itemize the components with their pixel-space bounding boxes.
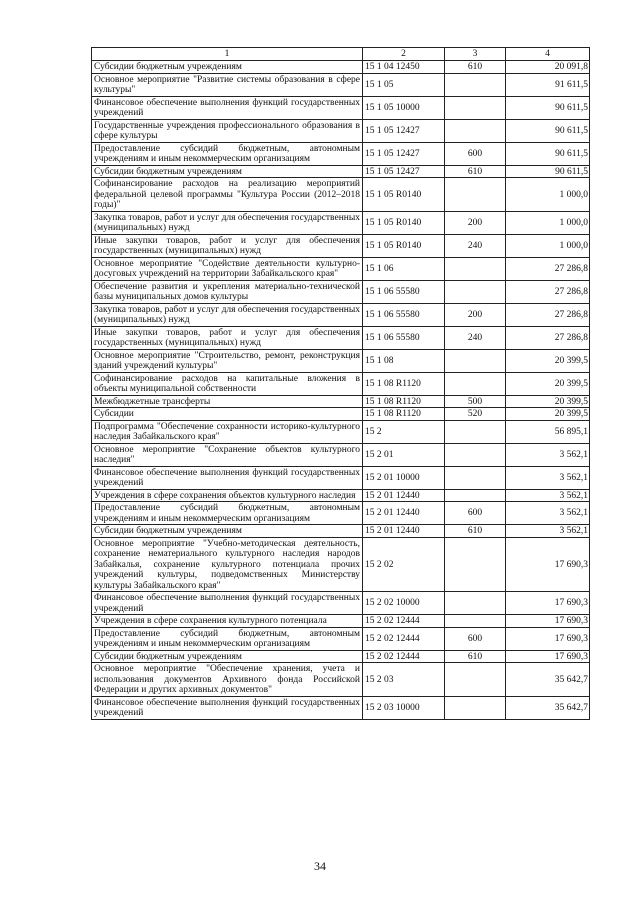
row-sum-cell: 3 562,1: [506, 489, 590, 502]
row-name-cell: Закупка товаров, работ и услуг для обеспечения государственных (муниципальных) нужд: [92, 211, 363, 234]
table-row: [92, 326, 590, 349]
row-name-cell: Предоставление субсидий бюджетным, автономным учреждениям и иным некоммерческим организациям: [92, 502, 363, 525]
row-name-cell: Подпрограмма "Обеспечение сохранности историко-культурного наследия Забайкальского края": [92, 420, 363, 443]
table-row: [92, 349, 590, 372]
row-sum-cell: 1 000,0: [506, 234, 590, 257]
row-sum-cell: 27 286,8: [506, 280, 590, 303]
row-sum-cell: 27 286,8: [506, 303, 590, 326]
table-row: [92, 234, 590, 257]
table-row: [92, 408, 590, 421]
table-row: [92, 211, 590, 234]
row-name-cell: Финансовое обеспечение выполнения функций государственных учреждений: [92, 592, 363, 615]
row-name-cell: Субсидии бюджетным учреждениям: [92, 525, 363, 538]
row-name-cell: Субсидии бюджетным учреждениям: [92, 650, 363, 663]
row-sum-cell: 90 611,5: [506, 142, 590, 165]
row-sum-cell: 3 562,1: [506, 443, 590, 466]
row-sum-cell: 27 286,8: [506, 326, 590, 349]
row-code-cell: 15 2 03 10000: [363, 696, 445, 719]
table-row: [92, 142, 590, 165]
row-name-cell: Иные закупки товаров, работ и услуг для обеспечения государственных (муниципальных) нужд: [92, 326, 363, 349]
row-expense-type-cell: [445, 663, 506, 697]
row-sum-cell: 3 562,1: [506, 525, 590, 538]
row-sum-cell: 90 611,5: [506, 96, 590, 119]
row-sum-cell: 91 611,5: [506, 73, 590, 96]
row-expense-type-cell: [445, 73, 506, 96]
row-code-cell: 15 2 02 10000: [363, 592, 445, 615]
table-row: [92, 696, 590, 719]
row-name-cell: Субсидии: [92, 408, 363, 421]
row-code-cell: 15 1 05 R0140: [363, 234, 445, 257]
row-code-cell: 15 1 04 12450: [363, 61, 445, 74]
table-row: [92, 372, 590, 395]
row-code-cell: 15 2 01: [363, 443, 445, 466]
row-sum-cell: 90 611,5: [506, 165, 590, 178]
row-name-cell: Предоставление субсидий бюджетным, автономным учреждениям и иным некоммерческим организациям: [92, 627, 363, 650]
row-expense-type-cell: [445, 696, 506, 719]
row-expense-type-cell: [445, 178, 506, 212]
row-code-cell: 15 1 08 R1120: [363, 408, 445, 421]
row-name-cell: Иные закупки товаров, работ и услуг для обеспечения государственных (муниципальных) нужд: [92, 234, 363, 257]
row-expense-type-cell: 610: [445, 525, 506, 538]
row-code-cell: 15 1 06 55580: [363, 303, 445, 326]
row-code-cell: 15 1 08: [363, 349, 445, 372]
row-expense-type-cell: [445, 420, 506, 443]
row-name-cell: Субсидии бюджетным учреждениям: [92, 165, 363, 178]
row-expense-type-cell: 520: [445, 408, 506, 421]
row-name-cell: Основное мероприятие "Содействие деятельности культурно-досуговых учреждений на территории Забайкальского края": [92, 257, 363, 280]
row-expense-type-cell: [445, 537, 506, 592]
table-row: [92, 178, 590, 212]
row-code-cell: 15 1 05 12427: [363, 165, 445, 178]
row-code-cell: 15 2 02 12444: [363, 650, 445, 663]
table-row: [92, 650, 590, 663]
table-row: [92, 502, 590, 525]
row-expense-type-cell: 610: [445, 650, 506, 663]
row-expense-type-cell: 610: [445, 165, 506, 178]
row-name-cell: Предоставление субсидий бюджетным, автономным учреждениям и иным некоммерческим организациям: [92, 142, 363, 165]
row-name-cell: Закупка товаров, работ и услуг для обеспечения государственных (муниципальных) нужд: [92, 303, 363, 326]
row-code-cell: 15 1 05 12427: [363, 119, 445, 142]
row-expense-type-cell: [445, 280, 506, 303]
row-code-cell: 15 2 02 12444: [363, 627, 445, 650]
row-name-cell: Основное мероприятие "Учебно-методическая деятельность, сохранение нематериального культурного наследия народов Забайкалья, сохранение культурного потенциала прочих учреждений культуры, подведомственных Министерству культуры Забайкальского края": [92, 537, 363, 592]
row-code-cell: 15 1 05 10000: [363, 96, 445, 119]
table-row: [92, 420, 590, 443]
row-sum-cell: 1 000,0: [506, 178, 590, 212]
page-number: 34: [314, 859, 326, 873]
table-row: [92, 525, 590, 538]
table-row: [92, 627, 590, 650]
row-expense-type-cell: 600: [445, 627, 506, 650]
row-name-cell: Учреждения в сфере сохранения культурного потенциала: [92, 615, 363, 628]
table-row: [92, 96, 590, 119]
row-code-cell: 15 1 08 R1120: [363, 372, 445, 395]
table-row: [92, 443, 590, 466]
row-code-cell: 15 2 03: [363, 663, 445, 697]
row-name-cell: Финансовое обеспечение выполнения функций государственных учреждений: [92, 96, 363, 119]
table-row: [92, 61, 590, 74]
row-expense-type-cell: [445, 466, 506, 489]
row-code-cell: 15 1 06 55580: [363, 280, 445, 303]
row-expense-type-cell: [445, 615, 506, 628]
row-code-cell: 15 2: [363, 420, 445, 443]
row-name-cell: Основное мероприятие "Строительство, ремонт, реконструкция зданий учреждений культуры": [92, 349, 363, 372]
table-row: [92, 537, 590, 592]
header-cell-code: 2: [363, 48, 445, 61]
row-code-cell: 15 2 02: [363, 537, 445, 592]
row-sum-cell: 17 690,3: [506, 537, 590, 592]
row-code-cell: 15 1 05 R0140: [363, 178, 445, 212]
row-name-cell: Субсидии бюджетным учреждениям: [92, 61, 363, 74]
row-sum-cell: 3 562,1: [506, 466, 590, 489]
row-expense-type-cell: [445, 349, 506, 372]
row-sum-cell: 17 690,3: [506, 615, 590, 628]
row-sum-cell: 3 562,1: [506, 502, 590, 525]
row-expense-type-cell: 600: [445, 142, 506, 165]
row-sum-cell: 17 690,3: [506, 650, 590, 663]
row-code-cell: 15 2 01 12440: [363, 502, 445, 525]
header-cell-expense-type: 3: [445, 48, 506, 61]
row-code-cell: 15 1 08 R1120: [363, 395, 445, 408]
row-code-cell: 15 1 05: [363, 73, 445, 96]
row-name-cell: Государственные учреждения профессионального образования в сфере культуры: [92, 119, 363, 142]
row-expense-type-cell: [445, 96, 506, 119]
row-code-cell: 15 1 05 R0140: [363, 211, 445, 234]
table-row: [92, 119, 590, 142]
row-name-cell: Основное мероприятие "Сохранение объектов культурного наследия": [92, 443, 363, 466]
row-expense-type-cell: [445, 592, 506, 615]
row-name-cell: Софинансирование расходов на капитальные вложения в объекты муниципальной собственности: [92, 372, 363, 395]
row-sum-cell: 35 642,7: [506, 696, 590, 719]
table-row: [92, 303, 590, 326]
row-expense-type-cell: 240: [445, 326, 506, 349]
row-expense-type-cell: [445, 119, 506, 142]
header-cell-sum: 4: [506, 48, 590, 61]
row-sum-cell: 20 399,5: [506, 372, 590, 395]
header-cell-name: 1: [92, 48, 363, 61]
table-row: [92, 395, 590, 408]
table-row: [92, 73, 590, 96]
row-sum-cell: 35 642,7: [506, 663, 590, 697]
row-expense-type-cell: 500: [445, 395, 506, 408]
table-row: [92, 466, 590, 489]
row-sum-cell: 20 399,5: [506, 395, 590, 408]
table-row: [92, 592, 590, 615]
table-header-row: [92, 48, 590, 61]
row-code-cell: 15 2 02 12444: [363, 615, 445, 628]
row-code-cell: 15 1 05 12427: [363, 142, 445, 165]
row-name-cell: Учреждения в сфере сохранения объектов культурного наследия: [92, 489, 363, 502]
budget-table: [91, 47, 590, 720]
row-expense-type-cell: [445, 372, 506, 395]
row-expense-type-cell: 240: [445, 234, 506, 257]
row-code-cell: 15 1 06 55580: [363, 326, 445, 349]
row-name-cell: Софинансирование расходов на реализацию мероприятий федеральной целевой программы "Культура России (2012–2018 годы)": [92, 178, 363, 212]
table-row: [92, 280, 590, 303]
row-name-cell: Финансовое обеспечение выполнения функций государственных учреждений: [92, 696, 363, 719]
table-row: [92, 663, 590, 697]
row-sum-cell: 20 399,5: [506, 408, 590, 421]
row-expense-type-cell: 200: [445, 303, 506, 326]
row-name-cell: Межбюджетные трансферты: [92, 395, 363, 408]
row-sum-cell: 20 091,8: [506, 61, 590, 74]
row-expense-type-cell: [445, 489, 506, 502]
table-row: [92, 489, 590, 502]
row-sum-cell: 56 895,1: [506, 420, 590, 443]
row-code-cell: 15 2 01 10000: [363, 466, 445, 489]
row-sum-cell: 20 399,5: [506, 349, 590, 372]
row-code-cell: 15 1 06: [363, 257, 445, 280]
table-row: [92, 257, 590, 280]
row-sum-cell: 1 000,0: [506, 211, 590, 234]
row-sum-cell: 27 286,8: [506, 257, 590, 280]
table-row: [92, 165, 590, 178]
row-name-cell: Финансовое обеспечение выполнения функций государственных учреждений: [92, 466, 363, 489]
row-sum-cell: 17 690,3: [506, 627, 590, 650]
row-expense-type-cell: 610: [445, 61, 506, 74]
row-expense-type-cell: 200: [445, 211, 506, 234]
row-expense-type-cell: 600: [445, 502, 506, 525]
table-row: [92, 615, 590, 628]
row-name-cell: Основное мероприятие "Обеспечение хранения, учета и использования документов Архивного фонда Российской Федерации и других архивных документов": [92, 663, 363, 697]
row-sum-cell: 90 611,5: [506, 119, 590, 142]
row-sum-cell: 17 690,3: [506, 592, 590, 615]
row-code-cell: 15 2 01 12440: [363, 489, 445, 502]
row-name-cell: Обеспечение развития и укрепления материально-технической базы муниципальных домов культуры: [92, 280, 363, 303]
row-expense-type-cell: [445, 257, 506, 280]
row-expense-type-cell: [445, 443, 506, 466]
row-name-cell: Основное мероприятие "Развитие системы образования в сфере культуры": [92, 73, 363, 96]
row-code-cell: 15 2 01 12440: [363, 525, 445, 538]
